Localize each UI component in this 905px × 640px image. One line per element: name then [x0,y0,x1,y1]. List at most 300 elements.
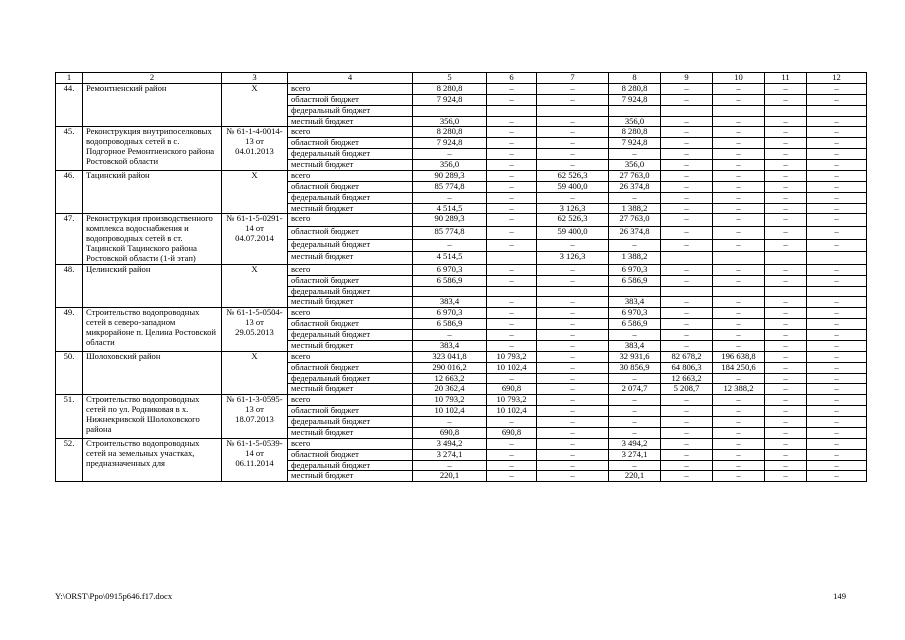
table-row [56,214,867,227]
amount-cell: – [807,138,867,149]
funding-source: областной бюджет [288,226,413,239]
header-row [56,73,867,84]
amount-cell: 20 362,4 [413,384,487,395]
object-code: № 61-1-5-0504-13 от 29.05.2013 [222,308,288,352]
amount-cell: – [765,438,807,449]
amount-cell: 32 931,6 [609,351,661,362]
amount-cell [713,105,765,116]
amount-cell: – [713,308,765,319]
amount-cell: – [609,460,661,471]
amount-cell: – [537,264,609,275]
amount-cell: – [713,395,765,406]
funding-source: всего [288,127,413,138]
amount-cell: – [661,127,713,138]
amount-cell: – [713,94,765,105]
funding-source: всего [288,308,413,319]
amount-cell: 12 663,2 [661,373,713,384]
amount-cell: 90 289,3 [413,170,487,181]
amount-cell: – [487,275,537,286]
amount-cell: – [765,138,807,149]
amount-cell: 62 526,3 [537,214,609,227]
amount-cell: 3 126,3 [537,203,609,214]
amount-cell: – [807,395,867,406]
amount-cell: 64 806,3 [661,362,713,373]
amount-cell: – [713,319,765,330]
amount-cell [713,252,765,265]
amount-cell: – [661,83,713,94]
amount-cell: – [807,362,867,373]
amount-cell: – [487,417,537,428]
amount-cell: – [413,330,487,341]
amount-cell: – [765,226,807,239]
amount-cell: – [537,239,609,252]
amount-cell: – [661,94,713,105]
amount-cell: – [487,373,537,384]
column-number: 9 [661,73,713,84]
amount-cell: – [661,406,713,417]
amount-cell: – [713,373,765,384]
amount-cell: 1 388,2 [609,252,661,265]
amount-cell [661,105,713,116]
amount-cell: – [537,362,609,373]
funding-source: областной бюджет [288,449,413,460]
amount-cell: 59 400,0 [537,226,609,239]
amount-cell: – [661,417,713,428]
amount-cell: – [807,340,867,351]
amount-cell: – [537,275,609,286]
amount-cell: – [487,138,537,149]
page-number: 149 [833,591,846,601]
amount-cell: – [807,181,867,192]
amount-cell: – [765,384,807,395]
amount-cell: 10 102,4 [487,362,537,373]
amount-cell: 27 763,0 [609,214,661,227]
amount-cell: – [487,297,537,308]
amount-cell: – [537,406,609,417]
amount-cell: – [713,264,765,275]
amount-cell: – [765,395,807,406]
amount-cell [487,286,537,297]
amount-cell: – [713,239,765,252]
item-name: Целинский район [83,264,222,308]
amount-cell: – [661,138,713,149]
amount-cell: – [807,192,867,203]
amount-cell: – [661,239,713,252]
amount-cell: – [713,116,765,127]
amount-cell: 8 280,8 [609,83,661,94]
amount-cell: – [487,340,537,351]
amount-cell: – [765,192,807,203]
amount-cell: – [487,449,537,460]
funding-source: местный бюджет [288,160,413,171]
row-number: 44. [56,83,83,127]
amount-cell [609,286,661,297]
amount-cell: – [487,170,537,181]
amount-cell: 6 586,9 [609,319,661,330]
item-name: Строительство водопроводных сетей в северо-западном микрорайоне п. Целина Ростовской области [83,308,222,352]
column-number: 4 [288,73,413,84]
amount-cell: – [765,340,807,351]
amount-cell [765,252,807,265]
amount-cell: – [487,94,537,105]
amount-cell: – [807,460,867,471]
amount-cell: 59 400,0 [537,181,609,192]
amount-cell: 8 280,8 [413,83,487,94]
amount-cell: 6 970,3 [609,264,661,275]
funding-source: всего [288,214,413,227]
amount-cell: – [537,127,609,138]
column-number: 5 [413,73,487,84]
column-number: 2 [83,73,222,84]
column-number: 10 [713,73,765,84]
amount-cell: – [765,264,807,275]
amount-cell: 26 374,8 [609,181,661,192]
amount-cell: 690,8 [413,427,487,438]
amount-cell [487,105,537,116]
amount-cell: – [713,330,765,341]
budget-table [55,72,867,482]
amount-cell: 62 526,3 [537,170,609,181]
amount-cell: 356,0 [609,160,661,171]
amount-cell: – [609,239,661,252]
amount-cell: – [807,264,867,275]
funding-source: областной бюджет [288,362,413,373]
funding-source: местный бюджет [288,297,413,308]
funding-source: областной бюджет [288,138,413,149]
amount-cell: – [807,351,867,362]
amount-cell: – [807,319,867,330]
object-code: № 61-1-5-0291-14 от 04.07.2014 [222,214,288,264]
amount-cell: – [807,308,867,319]
amount-cell: – [807,449,867,460]
amount-cell: 3 274,1 [413,449,487,460]
amount-cell: – [713,406,765,417]
amount-cell: – [487,181,537,192]
amount-cell: – [713,471,765,482]
amount-cell: – [807,116,867,127]
amount-cell: – [765,214,807,227]
amount-cell: – [765,319,807,330]
amount-cell: – [537,138,609,149]
amount-cell: – [537,83,609,94]
column-number: 12 [807,73,867,84]
funding-source: всего [288,264,413,275]
amount-cell: 356,0 [413,116,487,127]
funding-source: областной бюджет [288,181,413,192]
amount-cell: 10 102,4 [413,406,487,417]
amount-cell: 356,0 [413,160,487,171]
amount-cell: 690,8 [487,384,537,395]
amount-cell: – [713,438,765,449]
funding-source: федеральный бюджет [288,373,413,384]
amount-cell: – [807,297,867,308]
funding-source: федеральный бюджет [288,105,413,116]
amount-cell: – [609,192,661,203]
amount-cell: – [807,226,867,239]
amount-cell: – [661,330,713,341]
amount-cell: – [765,127,807,138]
amount-cell: – [537,340,609,351]
item-name: Тацинский район [83,170,222,214]
amount-cell: 7 924,8 [609,138,661,149]
amount-cell: 10 793,2 [487,395,537,406]
amount-cell: – [765,373,807,384]
amount-cell: 7 924,8 [413,138,487,149]
row-number: 49. [56,308,83,352]
item-name: Строительство водопроводных сетей по ул. Родниковая в х. Нижнекривской Шолоховского района [83,395,222,439]
table-row [56,83,867,94]
amount-cell: – [661,308,713,319]
amount-cell: – [413,417,487,428]
amount-cell: – [537,351,609,362]
amount-cell: – [537,297,609,308]
amount-cell: – [713,192,765,203]
amount-cell: – [765,297,807,308]
funding-source: местный бюджет [288,116,413,127]
amount-cell: – [487,214,537,227]
amount-cell: – [537,373,609,384]
amount-cell [661,252,713,265]
amount-cell: – [765,160,807,171]
amount-cell: – [661,116,713,127]
item-name: Ремонтненский район [83,83,222,127]
amount-cell: – [609,149,661,160]
table-row [56,127,867,138]
object-code: X [222,83,288,127]
object-code: X [222,351,288,395]
amount-cell: – [765,351,807,362]
row-number: 50. [56,351,83,395]
amount-cell [609,105,661,116]
amount-cell: – [807,373,867,384]
funding-source: местный бюджет [288,384,413,395]
amount-cell: – [807,170,867,181]
funding-source: всего [288,351,413,362]
amount-cell: – [413,192,487,203]
amount-cell: 85 774,8 [413,181,487,192]
amount-cell: – [537,319,609,330]
amount-cell: – [713,417,765,428]
row-number: 51. [56,395,83,439]
object-code: № 61-1-4-0014-13 от 04.01.2013 [222,127,288,171]
amount-cell: – [765,181,807,192]
amount-cell: – [765,83,807,94]
amount-cell: – [807,275,867,286]
amount-cell: – [661,160,713,171]
amount-cell: – [487,116,537,127]
amount-cell: – [661,264,713,275]
funding-source: всего [288,83,413,94]
amount-cell: – [661,181,713,192]
funding-source: областной бюджет [288,406,413,417]
amount-cell: – [765,406,807,417]
amount-cell: 4 514,5 [413,203,487,214]
amount-cell: 6 970,3 [413,264,487,275]
amount-cell: – [661,203,713,214]
column-number: 1 [56,73,83,84]
funding-source: федеральный бюджет [288,239,413,252]
amount-cell: – [487,149,537,160]
amount-cell: – [713,427,765,438]
amount-cell: – [413,239,487,252]
amount-cell: – [609,427,661,438]
amount-cell: – [609,330,661,341]
amount-cell: – [661,149,713,160]
amount-cell: – [413,460,487,471]
amount-cell: – [487,160,537,171]
row-number: 52. [56,438,83,482]
amount-cell: – [487,127,537,138]
amount-cell: – [765,460,807,471]
amount-cell: – [661,460,713,471]
object-code: X [222,170,288,214]
amount-cell: – [537,384,609,395]
amount-cell: – [807,160,867,171]
column-number: 8 [609,73,661,84]
amount-cell: – [807,214,867,227]
amount-cell: 196 638,8 [713,351,765,362]
amount-cell: – [537,449,609,460]
amount-cell: 220,1 [413,471,487,482]
funding-source: местный бюджет [288,252,413,265]
amount-cell: – [537,192,609,203]
amount-cell: – [661,192,713,203]
amount-cell: – [661,449,713,460]
funding-source: федеральный бюджет [288,330,413,341]
amount-cell: – [765,116,807,127]
amount-cell: – [487,460,537,471]
amount-cell: 8 280,8 [609,127,661,138]
amount-cell: – [661,340,713,351]
amount-cell: – [609,417,661,428]
amount-cell: 3 274,1 [609,449,661,460]
amount-cell: – [487,239,537,252]
amount-cell: – [765,308,807,319]
amount-cell: – [537,149,609,160]
amount-cell: – [537,417,609,428]
amount-cell: 82 678,2 [661,351,713,362]
amount-cell [413,105,487,116]
amount-cell: – [661,214,713,227]
amount-cell: – [713,160,765,171]
amount-cell [807,252,867,265]
amount-cell: – [713,275,765,286]
amount-cell: 4 514,5 [413,252,487,265]
amount-cell: 85 774,8 [413,226,487,239]
object-code: № 61-1-3-0595-13 от 18.07.2013 [222,395,288,439]
amount-cell: – [713,203,765,214]
amount-cell: – [609,395,661,406]
amount-cell: – [487,330,537,341]
amount-cell: 383,4 [609,340,661,351]
amount-cell: – [661,471,713,482]
amount-cell: 27 763,0 [609,170,661,181]
amount-cell: – [661,395,713,406]
amount-cell: 383,4 [413,297,487,308]
amount-cell: – [765,170,807,181]
amount-cell [713,286,765,297]
column-number: 11 [765,73,807,84]
amount-cell: – [807,203,867,214]
funding-source: областной бюджет [288,319,413,330]
amount-cell: – [487,471,537,482]
amount-cell: – [661,427,713,438]
amount-cell: 6 586,9 [609,275,661,286]
amount-cell: – [537,94,609,105]
amount-cell: – [807,94,867,105]
amount-cell: 383,4 [413,340,487,351]
item-name: Шолоховский район [83,351,222,395]
amount-cell: – [537,330,609,341]
amount-cell: 10 102,4 [487,406,537,417]
table-row [56,308,867,319]
amount-cell [537,105,609,116]
amount-cell: – [537,308,609,319]
amount-cell: – [537,395,609,406]
amount-cell: – [807,149,867,160]
amount-cell: 90 289,3 [413,214,487,227]
funding-source: местный бюджет [288,427,413,438]
amount-cell: – [487,264,537,275]
amount-cell: – [807,384,867,395]
row-number: 48. [56,264,83,308]
amount-cell: – [807,427,867,438]
amount-cell: – [713,149,765,160]
amount-cell: – [765,94,807,105]
amount-cell: – [765,471,807,482]
amount-cell: – [537,438,609,449]
amount-cell: – [537,160,609,171]
amount-cell: – [713,127,765,138]
item-name: Строительство водопроводных сетей на земельных участках, предназначенных для [83,438,222,482]
amount-cell: 10 793,2 [487,351,537,362]
amount-cell: – [413,149,487,160]
funding-source: федеральный бюджет [288,460,413,471]
row-number: 45. [56,127,83,171]
row-number: 46. [56,170,83,214]
amount-cell: – [765,330,807,341]
column-number: 6 [487,73,537,84]
amount-cell: – [661,319,713,330]
funding-source: федеральный бюджет [288,286,413,297]
amount-cell: – [487,83,537,94]
amount-cell: – [765,203,807,214]
amount-cell: – [765,149,807,160]
amount-cell: – [487,203,537,214]
amount-cell: 3 126,3 [537,252,609,265]
amount-cell: 30 856,9 [609,362,661,373]
amount-cell: – [537,427,609,438]
amount-cell: 184 250,6 [713,362,765,373]
funding-source: областной бюджет [288,94,413,105]
amount-cell: – [765,427,807,438]
amount-cell: – [713,181,765,192]
amount-cell: – [807,127,867,138]
amount-cell: – [487,192,537,203]
amount-cell: 7 924,8 [413,94,487,105]
amount-cell: – [807,406,867,417]
amount-cell: – [487,226,537,239]
amount-cell: – [661,438,713,449]
amount-cell: 690,8 [487,427,537,438]
amount-cell: 356,0 [609,116,661,127]
amount-cell: 2 074,7 [609,384,661,395]
amount-cell: 6 586,9 [413,275,487,286]
amount-cell: – [609,406,661,417]
amount-cell: – [661,226,713,239]
item-name: Реконструкция производственного комплекса водоснабжения и водопроводных сетей в ст. Тацинской Тацинского района Ростовской области (1-й этап) [83,214,222,264]
amount-cell: – [713,214,765,227]
